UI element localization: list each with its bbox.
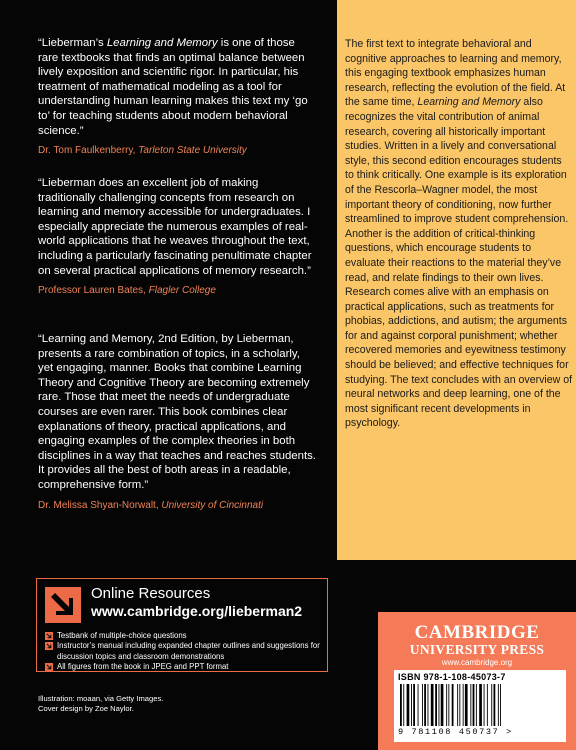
barcode-bar xyxy=(465,684,468,726)
illustration-credit: Illustration: moaan, via Getty Images. xyxy=(38,694,164,703)
resource-item xyxy=(45,641,327,662)
arrow-down-right-icon xyxy=(45,632,53,640)
barcode-bar xyxy=(428,684,429,726)
quote-affiliation: University of Cincinnati xyxy=(161,499,264,511)
barcode-bar xyxy=(500,684,501,726)
resource-item-text: Testbank of multiple-choice questions xyxy=(57,631,187,640)
barcode-bar xyxy=(403,684,404,726)
barcode-bar xyxy=(411,684,412,726)
barcode-bar xyxy=(476,684,477,726)
barcode-bar xyxy=(473,684,475,726)
barcode-bar xyxy=(407,684,410,726)
quote-author: Dr. Melissa Shyan-Norwalt, xyxy=(38,499,162,511)
quote-book-title: Learning and Memory xyxy=(106,37,218,49)
quote-affiliation: Flagler College xyxy=(148,285,216,297)
arrow-down-right-icon xyxy=(45,663,53,671)
quote-text: “Lieberman does an excellent job of making traditionally challenging concepts from research on learning and memory accessible for undergraduates. I especially appreciate the numerous examples of real-world applications that he weaves throughout the text, including a particularly fascinating penultimate chapter on several practical applications of memory research.” xyxy=(38,177,312,277)
barcode-bar xyxy=(479,684,482,726)
publisher-name: CAMBRIDGE xyxy=(414,622,540,643)
quote-attribution xyxy=(38,284,318,297)
barcode-number: 9 781108 450737 > xyxy=(398,727,513,737)
quote-text-part: “Lieberman’s xyxy=(38,37,107,49)
online-resources-box xyxy=(36,578,328,672)
resource-list xyxy=(45,631,327,673)
barcode-bar xyxy=(484,684,485,726)
book-description xyxy=(345,37,573,431)
resource-item-text: Instructor’s manual including expanded chapter outlines and suggestions for discussion topics and classroom demonstrations xyxy=(57,641,320,661)
cover-credits xyxy=(38,694,163,715)
review-quote-2 xyxy=(38,176,318,297)
barcode-bar xyxy=(431,684,434,726)
quote-text-part: is one of those rare textbooks that finds an optimal balance between lively exposition and scientific rigor. In particular, his treatment of mathematical modeling as a tool for understanding human learning makes this text my ‘go to’ for teaching students about modern behavioral science.” xyxy=(38,37,308,137)
barcode-bar xyxy=(441,684,444,726)
barcode-bar xyxy=(457,684,458,726)
publisher-site: www.cambridge.org xyxy=(441,658,513,667)
barcode-bar xyxy=(494,684,496,726)
resource-item xyxy=(45,631,327,641)
barcode-bar xyxy=(459,684,460,726)
barcode-bar xyxy=(448,684,449,726)
barcode-bar xyxy=(491,684,492,726)
barcode-box xyxy=(394,670,566,742)
design-credit: Cover design by Zoe Naylor. xyxy=(38,704,134,714)
description-book-title: Learning and Memory xyxy=(417,96,521,109)
barcode-bar xyxy=(470,684,471,726)
barcode-bar xyxy=(439,684,440,726)
quote-text: “Learning and Memory, 2nd Edition, by Lieberman, presents a rare combination of topics, in a scholarly, yet engaging, manner. Books that combine Learning Theory and Cognitive Theory are becoming extremely rare. Those that meet the needs of undergraduate courses are even rarer. This book combines clear explanations of theory, practical applications, and engaging examples of the complex theories in both disciplines in a way that teaches and reaches students. It provides all the best of both areas in a readable, comprehensive form.” xyxy=(38,333,316,491)
isbn-text: ISBN 978-1-108-45073-7 xyxy=(398,672,506,682)
review-quote-1 xyxy=(38,36,318,157)
quote-attribution xyxy=(38,144,318,157)
barcode-bar xyxy=(498,684,499,726)
resource-item-text: All figures from the book in JPEG and PPT format xyxy=(57,662,229,672)
description-text: also recognizes the vital contribution of animal research, covering all historically important studies. Written in a lively and conversational style, this second edition encourages students to think critically. One example is its exploration of the Rescorla–Wagner model, the most important theory of conditioning, now further streamlined to improve student comprehension. Another is the addition of critical-thinking questions, which encourage students to evaluate their reactions to the material they’ve read, and relate findings to their own lives. Research comes alive with an emphasis on practical applications, such as treatments for phobias, addictions, and autism; the arguments for and against corporal punishment; whether recovered memories and eyewitness testimony should be believed; and effective techniques for studying. The text concludes with an overview of neural networks and deep learning, one of the most significant recent developments in psychology. xyxy=(345,96,573,430)
description-text: The first text to integrate behavioral and cognitive approaches to learning and memory, this engaging textbook emphasizes human research, reflecting the evolution of the field. At the same time, xyxy=(345,38,566,109)
barcode-bar xyxy=(487,684,488,726)
barcode-bar xyxy=(418,684,419,726)
description-panel xyxy=(337,0,576,560)
barcode-bar xyxy=(446,684,447,726)
online-resources-title: Online Resources xyxy=(91,585,211,602)
barcode-icon xyxy=(398,684,562,728)
publisher-press: UNIVERSITY PRESS xyxy=(409,642,545,657)
resource-item xyxy=(45,662,327,672)
quote-author: Dr. Tom Faulkenberry, xyxy=(38,145,139,157)
barcode-bar xyxy=(435,684,437,726)
barcode-bar xyxy=(452,684,454,726)
review-quote-3 xyxy=(38,332,318,512)
quote-author: Professor Lauren Bates, xyxy=(38,285,149,297)
barcode-bar xyxy=(424,684,426,726)
barcode-bar xyxy=(413,684,415,726)
quote-affiliation: Tarleton State University xyxy=(138,145,247,157)
barcode-bar xyxy=(400,684,402,726)
arrow-down-right-icon xyxy=(45,642,53,650)
online-resources-url[interactable]: www.cambridge.org/lieberman2 xyxy=(91,603,303,619)
arrow-down-right-icon xyxy=(45,587,81,623)
quote-text xyxy=(38,36,318,138)
barcode-bar xyxy=(463,684,464,726)
quote-attribution xyxy=(38,499,318,512)
barcode-bar xyxy=(422,684,423,726)
